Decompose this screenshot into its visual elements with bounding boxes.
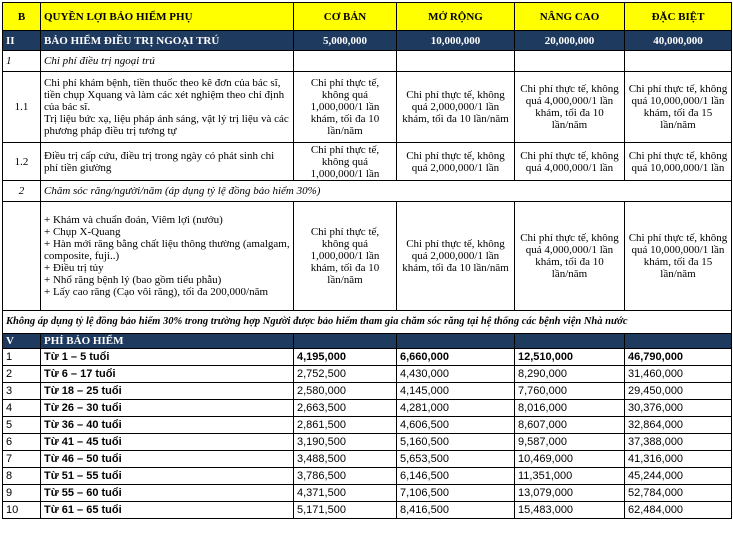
section-ii-limit-basic: 5,000,000 (294, 31, 397, 51)
row-1-2 (3, 143, 732, 181)
fee-basic: 2,752,500 (294, 366, 397, 383)
fee-extended: 6,660,000 (397, 349, 515, 366)
group-1-row (3, 51, 732, 72)
fee-row (3, 417, 732, 434)
section-ii-code: II (3, 31, 41, 51)
fee-extended: 6,146,500 (397, 468, 515, 485)
co-insurance-note: Không áp dụng tỷ lệ đồng bảo hiểm 30% trong trường hợp Người được bảo hiểm tham gia chăm sóc răng tại hệ thống các bệnh viện Nhà nước (3, 311, 732, 334)
fee-extended: 4,281,000 (397, 400, 515, 417)
fee-table-body (3, 349, 732, 519)
fee-advanced: 11,351,000 (515, 468, 625, 485)
row-1-1-desc: Chi phí khám bệnh, tiền thuốc theo kê đơn của bác sĩ, tiền chụp Xquang và làm các xét nghiệm theo chỉ định của bác sĩ. Trị liệu bức xạ, liệu pháp ánh sáng, vật lý trị liệu và các phương pháp điều trị tương tự (41, 72, 294, 143)
note-row (3, 311, 732, 334)
fee-special: 41,316,000 (625, 451, 732, 468)
fee-advanced: 8,290,000 (515, 366, 625, 383)
header-row (3, 3, 732, 31)
fee-special: 32,864,000 (625, 417, 732, 434)
section-v-row (3, 334, 732, 349)
header-plan-extended: MỞ RỘNG (397, 3, 515, 31)
fee-row (3, 366, 732, 383)
fee-advanced: 8,607,000 (515, 417, 625, 434)
fee-extended: 4,606,500 (397, 417, 515, 434)
section-ii-row (3, 31, 732, 51)
fee-basic: 4,371,500 (294, 485, 397, 502)
fee-special: 45,244,000 (625, 468, 732, 485)
fee-advanced: 9,587,000 (515, 434, 625, 451)
row-1-1-code: 1.1 (3, 72, 41, 143)
row-2-advanced: Chi phí thực tế, không quá 4,000,000/1 lần khám, tối đa 10 lần/năm (515, 202, 625, 311)
fee-advanced: 12,510,000 (515, 349, 625, 366)
fee-extended: 4,145,000 (397, 383, 515, 400)
group-1-title: Chi phí điều trị ngoại trú (41, 51, 294, 72)
group-2-code: 2 (3, 181, 41, 202)
fee-row (3, 400, 732, 417)
row-1-2-extended: Chi phí thực tế, không quá 2,000,000/1 lần (397, 143, 515, 181)
fee-basic: 5,171,500 (294, 502, 397, 519)
header-plan-special: ĐẶC BIỆT (625, 3, 732, 31)
fee-basic: 3,488,500 (294, 451, 397, 468)
fee-row (3, 502, 732, 519)
header-plan-advanced: NÂNG CAO (515, 3, 625, 31)
fee-basic: 4,195,000 (294, 349, 397, 366)
fee-row (3, 434, 732, 451)
fee-row (3, 451, 732, 468)
fee-special: 52,784,000 (625, 485, 732, 502)
header-plan-basic: CƠ BẢN (294, 3, 397, 31)
fee-row (3, 485, 732, 502)
section-ii-limit-special: 40,000,000 (625, 31, 732, 51)
fee-advanced: 10,469,000 (515, 451, 625, 468)
fee-extended: 8,416,500 (397, 502, 515, 519)
group-1-code: 1 (3, 51, 41, 72)
fee-extended: 5,653,500 (397, 451, 515, 468)
fee-extended: 4,430,000 (397, 366, 515, 383)
fee-advanced: 15,483,000 (515, 502, 625, 519)
fee-row-age: Từ 51 – 55 tuổi (41, 468, 294, 485)
fee-row-age: Từ 26 – 30 tuổi (41, 400, 294, 417)
fee-row-no: 8 (3, 468, 41, 485)
section-ii-limit-extended: 10,000,000 (397, 31, 515, 51)
group-2-row (3, 181, 732, 202)
fee-row-age: Từ 1 – 5 tuổi (41, 349, 294, 366)
fee-row-no: 3 (3, 383, 41, 400)
fee-row-age: Từ 55 – 60 tuổi (41, 485, 294, 502)
fee-advanced: 8,016,000 (515, 400, 625, 417)
insurance-benefits-table (2, 2, 732, 519)
fee-row-age: Từ 61 – 65 tuổi (41, 502, 294, 519)
fee-basic: 2,663,500 (294, 400, 397, 417)
fee-advanced: 7,760,000 (515, 383, 625, 400)
fee-special: 46,790,000 (625, 349, 732, 366)
fee-row-age: Từ 41 – 45 tuổi (41, 434, 294, 451)
row-2 (3, 202, 732, 311)
fee-row-age: Từ 46 – 50 tuổi (41, 451, 294, 468)
row-1-2-basic: Chi phí thực tế, không quá 1,000,000/1 lần (294, 143, 397, 181)
section-ii-limit-advanced: 20,000,000 (515, 31, 625, 51)
header-col-b: B (3, 3, 41, 31)
row-2-basic: Chi phí thực tế, không quá 1,000,000/1 lần khám, tối đa 10 lần/năm (294, 202, 397, 311)
fee-row-age: Từ 6 – 17 tuổi (41, 366, 294, 383)
group-2-title: Chăm sóc răng/người/năm (áp dụng tỷ lệ đồng bảo hiểm 30%) (41, 181, 732, 202)
fee-row-age: Từ 36 – 40 tuổi (41, 417, 294, 434)
section-v-title: PHÍ BẢO HIỂM (41, 334, 294, 349)
row-2-special: Chi phí thực tế, không quá 10,000,000/1 lần khám, tối đa 15 lần/năm (625, 202, 732, 311)
fee-advanced: 13,079,000 (515, 485, 625, 502)
fee-basic: 2,861,500 (294, 417, 397, 434)
fee-row (3, 468, 732, 485)
fee-row-age: Từ 18 – 25 tuổi (41, 383, 294, 400)
fee-basic: 3,190,500 (294, 434, 397, 451)
fee-row-no: 5 (3, 417, 41, 434)
row-1-2-code: 1.2 (3, 143, 41, 181)
fee-row (3, 383, 732, 400)
row-1-1-special: Chi phí thực tế, không quá 10,000,000/1 lần khám, tối đa 15 lần/năm (625, 72, 732, 143)
fee-special: 31,460,000 (625, 366, 732, 383)
fee-extended: 7,106,500 (397, 485, 515, 502)
fee-row-no: 1 (3, 349, 41, 366)
row-2-desc: + Khám và chuẩn đoán, Viêm lợi (nướu) + Chụp X-Quang + Hàn mới răng bằng chất liệu thông thường (amalgam, composite, fuji..) + Điều trị tủy + Nhổ răng bệnh lý (bao gồm tiểu phẫu) + Lấy cao răng (Cạo vôi răng), tối đa 200,000/năm (41, 202, 294, 311)
fee-special: 62,484,000 (625, 502, 732, 519)
fee-row-no: 4 (3, 400, 41, 417)
fee-row-no: 7 (3, 451, 41, 468)
row-1-2-desc: Điều trị cấp cứu, điều trị trong ngày có phát sinh chi phí tiền giường (41, 143, 294, 181)
row-1-1-extended: Chi phí thực tế, không quá 2,000,000/1 lần khám, tối đa 10 lần/năm (397, 72, 515, 143)
fee-special: 30,376,000 (625, 400, 732, 417)
fee-basic: 2,580,000 (294, 383, 397, 400)
row-1-1-basic: Chi phí thực tế, không quá 1,000,000/1 lần khám, tối đa 10 lần/năm (294, 72, 397, 143)
fee-special: 37,388,000 (625, 434, 732, 451)
section-v-code: V (3, 334, 41, 349)
fee-row-no: 9 (3, 485, 41, 502)
row-1-2-advanced: Chi phí thực tế, không quá 4,000,000/1 lần (515, 143, 625, 181)
section-ii-title: BẢO HIỂM ĐIỀU TRỊ NGOẠI TRÚ (41, 31, 294, 51)
fee-special: 29,450,000 (625, 383, 732, 400)
row-2-extended: Chi phí thực tế, không quá 2,000,000/1 lần khám, tối đa 10 lần/năm (397, 202, 515, 311)
fee-basic: 3,786,500 (294, 468, 397, 485)
fee-row (3, 349, 732, 366)
row-1-2-special: Chi phí thực tế, không quá 10,000,000/1 lần (625, 143, 732, 181)
row-1-1-advanced: Chi phí thực tế, không quá 4,000,000/1 lần khám, tối đa 10 lần/năm (515, 72, 625, 143)
row-1-1 (3, 72, 732, 143)
fee-extended: 5,160,500 (397, 434, 515, 451)
fee-row-no: 2 (3, 366, 41, 383)
fee-row-no: 6 (3, 434, 41, 451)
header-col-title: QUYỀN LỢI BẢO HIỂM PHỤ (41, 3, 294, 31)
fee-row-no: 10 (3, 502, 41, 519)
